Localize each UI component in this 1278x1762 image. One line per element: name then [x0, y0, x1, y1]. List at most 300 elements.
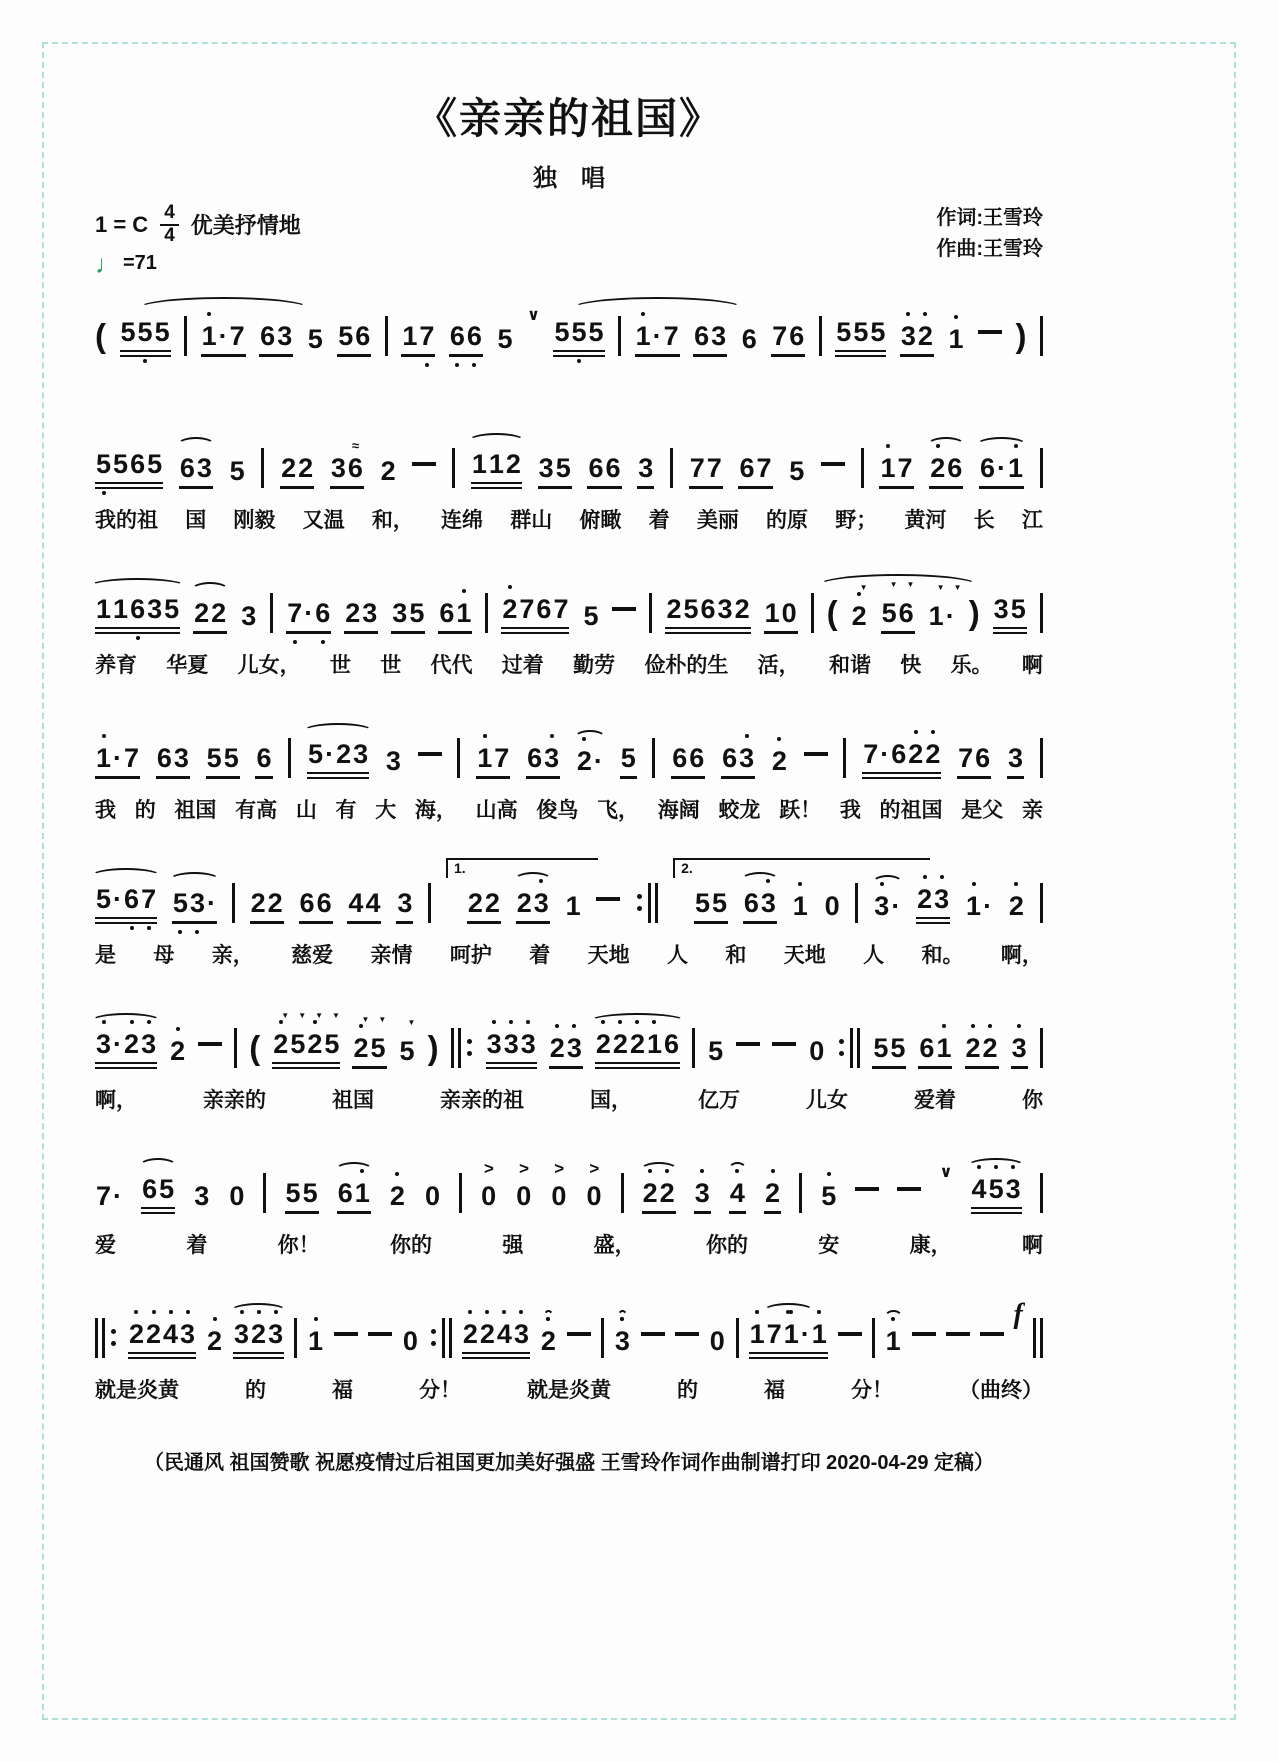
note-group: 5 6	[337, 321, 371, 357]
bar-line	[1040, 1172, 1043, 1214]
lyric-syllable: 世	[329, 653, 351, 677]
note-group: 2 2 4 3	[462, 1319, 530, 1359]
lyric-syllable: 俭朴的生	[644, 653, 729, 677]
note-group: 5 3 ·	[172, 888, 217, 924]
dynamic-forte: f	[1013, 1298, 1023, 1330]
lyric-syllable: 人	[667, 943, 688, 967]
music-line	[95, 995, 1043, 1069]
note-group: 3	[694, 1178, 711, 1214]
duration-dash	[412, 462, 436, 466]
lyric-syllable: 和。	[921, 943, 964, 967]
note-group: 2	[389, 1181, 406, 1214]
lyric-syllable: 爱	[95, 1233, 116, 1257]
note-group: 0 >	[586, 1158, 602, 1211]
note-group: 6	[741, 323, 757, 354]
note-group: 3 · 2 3	[95, 1029, 157, 1069]
bar-line	[692, 1027, 695, 1069]
lyric-syllable: 山高	[475, 798, 518, 822]
music-system	[95, 283, 1043, 389]
bar-line	[429, 1317, 452, 1359]
lyric-syllable: 亲情	[370, 943, 413, 967]
lyric-syllable: 的	[134, 798, 156, 822]
lyric-syllable: 就是炎黄	[527, 1378, 611, 1402]
lyric-syllable: 飞，	[597, 798, 640, 822]
lyric-syllable: 是父	[961, 798, 1004, 822]
duration-dash	[368, 1332, 392, 1336]
duration-dash	[772, 1042, 796, 1046]
note-group: 6 1	[438, 598, 472, 634]
note-group: 4 4	[347, 888, 381, 924]
lyricist-credit: 作词:王雪玲	[936, 207, 1043, 229]
lyric-syllable: 有	[335, 798, 357, 822]
lyrics-line	[95, 1374, 1043, 1404]
bar-line	[652, 737, 655, 779]
parenthesis: )	[1015, 316, 1027, 354]
lyric-syllable: 野；	[835, 508, 878, 532]
note-group: 6 5	[141, 1174, 175, 1214]
bar-line	[294, 1317, 297, 1359]
lyric-syllable: 的原	[766, 508, 809, 532]
lyric-syllable: 天地	[587, 943, 630, 967]
duration-dash	[804, 752, 828, 756]
score-sheet	[95, 86, 1043, 1475]
lyric-syllable: 和	[725, 943, 747, 967]
lyric-syllable: 的	[677, 1378, 698, 1402]
lyric-syllable: 你	[1022, 1088, 1043, 1112]
lyric-syllable: 分！	[851, 1378, 893, 1402]
expression-text: 优美抒情地	[190, 213, 301, 239]
bar-line	[843, 737, 846, 779]
note-group: 5 5	[694, 888, 728, 924]
note-group: 1	[885, 1326, 902, 1359]
bar-line	[861, 447, 864, 489]
bar-line	[428, 882, 431, 924]
bar-line	[872, 1317, 875, 1359]
note-group: 0	[402, 1325, 418, 1356]
note-group: 6 6	[449, 321, 483, 357]
lyric-syllable: 你的	[705, 1233, 748, 1257]
lyric-syllable: 活，	[757, 653, 800, 677]
note-group: 0	[229, 1180, 245, 1211]
note-group: 2 2	[965, 1033, 999, 1069]
note-group: 3	[637, 453, 654, 489]
duration-dash	[334, 1332, 358, 1336]
note-group: 7 · 6 2 2	[862, 739, 941, 779]
lyric-syllable: 刚毅	[233, 508, 276, 532]
note-group: 2 2	[467, 888, 501, 924]
time-signature-numerator: 4	[160, 203, 179, 226]
bar-line	[1033, 1317, 1043, 1359]
note-group: 2	[771, 746, 788, 779]
note-group: 3 2 3	[233, 1319, 284, 1359]
lyric-syllable: 海，	[414, 798, 457, 822]
lyrics-line	[95, 504, 1043, 534]
note-group: 4	[729, 1178, 746, 1214]
note-group: 5	[620, 743, 637, 779]
note-group: 3 3 3	[486, 1029, 537, 1069]
lyric-syllable: 慈爱	[291, 943, 334, 967]
bar-line	[263, 1172, 266, 1214]
duration-dash	[855, 1187, 879, 1191]
note-group: 1 7	[879, 453, 913, 489]
lyric-syllable: （曲终）	[959, 1378, 1043, 1402]
note-group: 7 · 6	[286, 598, 331, 634]
bar-line	[270, 592, 273, 634]
note-group: 1 ·	[965, 891, 993, 924]
note-group: 1	[565, 890, 581, 921]
note-group: 3 6 ≈	[330, 453, 364, 489]
lyric-syllable: 俊鸟	[536, 798, 579, 822]
bar-line	[1040, 447, 1043, 489]
lyric-syllable: 的祖国	[879, 798, 943, 822]
note-group: 6	[255, 743, 272, 779]
volta-1: 1.	[446, 882, 452, 924]
time-signature-denominator: 4	[164, 224, 175, 246]
note-group: 2	[764, 1178, 781, 1214]
note-group: 1 1 6 3 5	[95, 594, 180, 634]
bar-line	[649, 592, 652, 634]
note-group: 5 5	[206, 743, 240, 779]
note-group: 2	[540, 1326, 557, 1359]
note-group: 1 · 7	[635, 321, 680, 357]
lyrics-line	[95, 939, 1043, 969]
lyric-syllable: 啊，	[1000, 943, 1043, 967]
music-line	[95, 705, 1043, 779]
lyric-syllable: 世	[380, 653, 402, 677]
lyric-syllable: 又温	[302, 508, 345, 532]
music-system	[95, 415, 1043, 534]
bar-line	[1040, 882, 1043, 924]
note-group: 6 1	[918, 1033, 952, 1069]
lyric-syllable: 康，	[909, 1233, 952, 1257]
duration-dash	[675, 1332, 699, 1336]
song-title: 《亲亲的祖国》	[414, 95, 723, 142]
bar-line	[1040, 1027, 1043, 1069]
note-group: 3 5	[993, 594, 1027, 634]
bar-line	[819, 315, 822, 357]
lyric-syllable: 亲，	[211, 943, 254, 967]
lyric-syllable: 国，	[590, 1088, 632, 1112]
note-group: 6 3	[743, 888, 777, 924]
note-group: 4 5 3	[971, 1174, 1022, 1214]
note-group: 6 3	[156, 743, 190, 779]
note-group: 7 7	[689, 453, 723, 489]
note-group: 5 5	[285, 1178, 319, 1214]
lyric-syllable: 江	[1021, 508, 1043, 532]
note-group: 3	[385, 745, 401, 776]
lyric-syllable: 啊	[1021, 653, 1043, 677]
note-group: 5	[497, 323, 513, 354]
note-group: 5	[229, 455, 245, 486]
note-group: 7 6	[957, 743, 991, 779]
lyric-syllable: 祖国	[332, 1088, 374, 1112]
lyric-syllable: 乐。	[950, 653, 993, 677]
lyric-syllable: 天地	[783, 943, 826, 967]
lyric-syllable: 连绵	[441, 508, 484, 532]
lyrics-line	[95, 794, 1043, 824]
note-group: 3	[1007, 743, 1024, 779]
note-group: 3	[241, 600, 257, 631]
music-system	[95, 995, 1043, 1114]
lyric-syllable: 福	[764, 1378, 785, 1402]
parenthesis: )	[968, 593, 980, 631]
music-system	[95, 560, 1043, 679]
note-group: 2 5 2 5 ▼▼▼▼	[272, 1029, 340, 1069]
note-group: 2 2	[193, 598, 227, 634]
note-group: 6 6	[587, 453, 621, 489]
bar-line	[452, 447, 455, 489]
duration-dash	[946, 1332, 970, 1336]
duration-dash	[897, 1187, 921, 1191]
bar-line	[1040, 592, 1043, 634]
bar-line	[601, 1317, 604, 1359]
note-group: 1	[792, 891, 809, 924]
note-group: 1	[947, 324, 964, 357]
note-group: 5 6 ▼▼	[881, 598, 915, 634]
bar-line	[670, 447, 673, 489]
lyric-syllable: 黄河	[904, 508, 947, 532]
score-meta	[95, 203, 1043, 277]
duration-dash	[736, 1042, 760, 1046]
breath-mark: ∨	[939, 1163, 953, 1181]
note-group: 5	[307, 323, 323, 354]
lyric-syllable: 着	[648, 508, 670, 532]
key-tempo-block	[95, 203, 301, 277]
lyric-syllable: 啊	[1021, 1233, 1043, 1257]
bar-line	[855, 882, 858, 924]
note-group: 1 7	[476, 743, 510, 779]
lyric-syllable: 我的祖	[95, 508, 158, 532]
bar-line	[451, 1027, 474, 1069]
duration-dash	[838, 1332, 862, 1336]
lyrics-line	[95, 1229, 1043, 1259]
composer-credit: 作曲:王雪玲	[936, 238, 1043, 260]
note-group: 0	[824, 890, 840, 921]
note-group: 1 0	[764, 598, 798, 634]
lyric-syllable: 我	[95, 798, 116, 822]
lyric-syllable: 蛟龙	[718, 798, 761, 822]
note-group: 5 5 5	[835, 317, 886, 357]
credits-block	[936, 203, 1043, 265]
duration-dash	[596, 897, 620, 901]
note-group: 6 · 1	[979, 453, 1024, 489]
note-group: 0	[709, 1325, 725, 1356]
lyric-syllable: 亲亲的	[203, 1088, 266, 1112]
lyric-syllable: 亿万	[698, 1088, 740, 1112]
tempo-marking	[95, 248, 301, 279]
lyric-syllable: 山	[295, 798, 317, 822]
lyric-syllable: 和，	[371, 508, 414, 532]
lyric-syllable: 亲	[1021, 798, 1043, 822]
lyric-syllable: 华夏	[166, 653, 209, 677]
note-group: 1 · 7	[95, 743, 140, 779]
note-group: 0	[424, 1180, 440, 1211]
note-group: 2	[206, 1326, 223, 1359]
lyric-syllable: 养育	[95, 653, 137, 677]
note-group: 2 5 6 3 2	[665, 594, 750, 634]
lyric-syllable: 俯瞰	[579, 508, 622, 532]
key-signature: 1 = C	[95, 211, 149, 237]
note-group: 6 7	[738, 453, 772, 489]
parenthesis: (	[826, 593, 838, 631]
lyric-syllable: 爱着	[914, 1088, 956, 1112]
lyric-syllable: 啊，	[95, 1088, 137, 1112]
lyric-syllable: 福	[332, 1378, 353, 1402]
note-group: 5	[708, 1035, 724, 1066]
note-group: 0	[809, 1035, 825, 1066]
note-group: 5	[789, 455, 805, 486]
duration-dash	[198, 1042, 222, 1046]
bar-line	[1040, 737, 1043, 779]
note-group: 2 2	[280, 453, 314, 489]
note-group: 1 1 2	[471, 449, 522, 489]
bar-line	[234, 1027, 237, 1069]
note-group: 2 2 2 1 6	[595, 1029, 680, 1069]
note-group: 1 · 7	[201, 321, 246, 357]
note-group: 6 3	[721, 743, 755, 779]
note-group: 2 3	[516, 888, 550, 924]
music-line	[95, 560, 1043, 634]
lyric-syllable: 代代	[430, 653, 473, 677]
lyric-syllable: 呵护	[449, 943, 492, 967]
parenthesis: )	[427, 1028, 439, 1066]
music-line	[95, 1285, 1043, 1359]
bar-line	[837, 1027, 860, 1069]
bar-line	[184, 315, 187, 357]
lyric-syllable: 是	[95, 943, 116, 967]
note-group: 6 3	[526, 743, 560, 779]
lyric-syllable: 有高	[235, 798, 278, 822]
lyric-syllable: 人	[863, 943, 885, 967]
duration-dash	[980, 1332, 1004, 1336]
note-group: 5	[820, 1181, 837, 1214]
note-group: 2 2	[642, 1178, 676, 1214]
note-group: 5 5 5	[120, 317, 171, 357]
lyric-syllable: 儿女，	[237, 653, 301, 677]
note-group: 6 6	[671, 743, 705, 779]
note-group: 3 2	[900, 321, 934, 357]
note-group: 0 >	[481, 1158, 497, 1211]
lyric-syllable: 你的	[389, 1233, 432, 1257]
note-group: 6 3	[179, 453, 213, 489]
note-group: 2 ·	[576, 746, 604, 779]
bar-line	[635, 882, 658, 924]
bar-line	[95, 1317, 118, 1359]
note-group: 3	[396, 888, 413, 924]
note-group: 2 3	[916, 884, 950, 924]
note-group: 6 3	[259, 321, 293, 357]
note-group: 2 5 ▼▼	[352, 1033, 386, 1069]
lyric-syllable: 祖国	[174, 798, 217, 822]
lyric-syllable: 着	[529, 943, 551, 967]
time-signature	[160, 203, 179, 247]
lyric-syllable: 强	[502, 1233, 524, 1257]
lyric-syllable: 安	[818, 1233, 840, 1257]
quarter-note-icon: ♩	[95, 248, 121, 279]
duration-dash	[641, 1332, 665, 1336]
lyric-syllable: 跃！	[779, 798, 822, 822]
note-group: 3 ·	[873, 891, 901, 924]
duration-dash	[821, 462, 845, 466]
note-group: 3	[194, 1180, 210, 1211]
duration-dash	[567, 1332, 591, 1336]
music-system	[95, 850, 1043, 969]
music-systems	[95, 283, 1043, 1404]
note-group: 2 7 6 7	[501, 594, 569, 634]
lyric-syllable: 分！	[419, 1378, 461, 1402]
note-group: 3 5	[538, 453, 572, 489]
note-group: 0 >	[551, 1158, 567, 1211]
music-line	[95, 1140, 1043, 1214]
duration-dash	[612, 607, 636, 611]
note-group: 1 7	[401, 321, 435, 357]
duration-dash	[912, 1332, 936, 1336]
breath-mark: ∨	[526, 306, 540, 324]
note-group: 1 7 1 · 1	[749, 1319, 828, 1359]
bar-line	[618, 315, 621, 357]
note-group: 3 5	[391, 598, 425, 634]
note-group: 5 5	[872, 1033, 906, 1069]
note-group: 1	[307, 1326, 324, 1359]
bar-line	[811, 592, 814, 634]
bar-line	[799, 1172, 802, 1214]
note-group: 2	[380, 455, 396, 486]
lyric-syllable: 儿女	[806, 1088, 848, 1112]
note-group: 5 ▼	[399, 1017, 425, 1066]
note-group: 6 6	[299, 888, 333, 924]
bar-line	[457, 737, 460, 779]
lyric-syllable: 勤劳	[573, 653, 616, 677]
note-group: 1 · ▼▼	[928, 582, 971, 631]
music-line	[95, 415, 1043, 489]
tempo-value: =71	[123, 252, 157, 275]
music-line	[95, 850, 1043, 924]
note-group: 3	[614, 1326, 631, 1359]
lyric-syllable: 就是炎黄	[95, 1378, 179, 1402]
bar-line	[288, 737, 291, 779]
bar-line	[1040, 315, 1043, 357]
note-group: 3	[1011, 1033, 1028, 1069]
note-group: 6 3	[693, 321, 727, 357]
duration-dash	[418, 752, 442, 756]
note-group: 6 1	[337, 1178, 371, 1214]
lyric-syllable: 你！	[277, 1233, 320, 1257]
parenthesis: (	[95, 316, 106, 354]
note-group: 2 3	[344, 598, 378, 634]
bar-line	[736, 1317, 739, 1359]
lyric-syllable: 母	[153, 943, 175, 967]
note-group: 2 2 4 3	[128, 1319, 196, 1359]
note-group: 2	[1008, 891, 1025, 924]
lyric-syllable: 亲亲的祖	[440, 1088, 524, 1112]
lyric-syllable: 长	[973, 508, 995, 532]
volta-2: 2.	[673, 882, 679, 924]
duration-dash	[978, 330, 1002, 334]
lyrics-line	[95, 649, 1043, 679]
note-group: 5 · 6 7	[95, 884, 157, 924]
lyric-syllable: 的	[245, 1378, 266, 1402]
lyric-syllable: 我	[839, 798, 861, 822]
note-group: 5 5 5	[553, 317, 604, 357]
note-group: 5 · 2 3	[307, 739, 369, 779]
lyric-syllable: 着	[186, 1233, 208, 1257]
lyric-syllable: 快	[900, 653, 922, 677]
parenthesis: (	[249, 1028, 261, 1066]
note-group: 5	[583, 600, 599, 631]
note-group: 2 6	[929, 453, 963, 489]
lyric-syllable: 盛，	[593, 1233, 636, 1257]
lyrics-line	[95, 1084, 1043, 1114]
